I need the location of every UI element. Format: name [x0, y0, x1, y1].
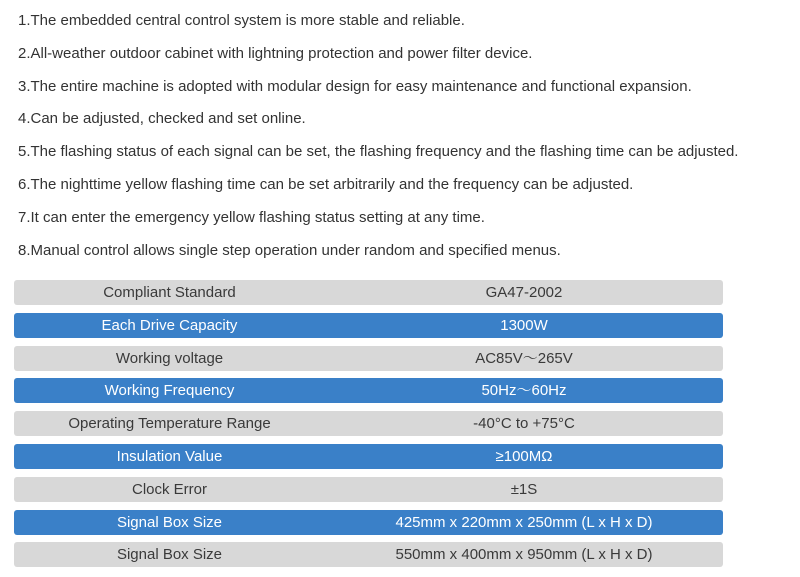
spec-row-working-voltage: [14, 346, 723, 371]
spec-row-temperature-range: [14, 411, 723, 436]
spec-row-drive-capacity: [14, 313, 723, 338]
spec-label: Signal Box Size: [116, 546, 223, 564]
spec-label: Signal Box Size: [116, 513, 223, 531]
spec-label: Compliant Standard: [103, 284, 236, 301]
feature-item-7: 7.It can enter the emergency yellow flashing status setting at any time.: [18, 208, 485, 226]
spec-row-signal-box-size-small: [14, 510, 723, 535]
spec-value: 1300W: [500, 316, 548, 334]
feature-item-3: 3.The entire machine is adopted with modular design for easy maintenance and functional expansion.: [18, 77, 692, 95]
spec-label: Insulation Value: [116, 447, 223, 465]
spec-value: 550mm x 400mm x 950mm (L x H x D): [395, 546, 653, 564]
spec-value: AC85V～265V: [475, 349, 573, 367]
feature-item-1: 1.The embedded central control system is more stable and reliable.: [18, 12, 465, 29]
feature-item-2: 2.All-weather outdoor cabinet with lightning protection and power filter device.: [18, 44, 533, 62]
spec-table: [14, 280, 723, 575]
spec-label: Operating Temperature Range: [68, 415, 271, 433]
spec-label: Working voltage: [115, 349, 224, 367]
spec-row-clock-error: [14, 477, 723, 502]
spec-label: Each Drive Capacity: [101, 316, 238, 334]
spec-row-working-frequency: [14, 378, 723, 403]
spec-row-insulation-value: [14, 444, 723, 469]
feature-item-8: 8.Manual control allows single step operation under random and specified menus.: [18, 241, 561, 259]
spec-value: ±1S: [510, 480, 538, 498]
spec-value: 425mm x 220mm x 250mm (L x H x D): [395, 513, 653, 531]
feature-item-4: 4.Can be adjusted, checked and set online.: [18, 110, 306, 128]
feature-item-6: 6.The nighttime yellow flashing time can be set arbitrarily and the frequency can be adjusted.: [18, 175, 634, 193]
spec-row-compliant-standard: [14, 280, 723, 305]
spec-label: Clock Error: [131, 480, 207, 498]
spec-value: 50Hz～60Hz: [481, 382, 567, 400]
feature-list: [18, 8, 738, 270]
feature-item-5: 5.The flashing status of each signal can be set, the flashing frequency and the flashing time can be adjusted.: [18, 143, 739, 161]
spec-value: ≥100MΩ: [495, 447, 553, 465]
spec-row-signal-box-size-large: [14, 542, 723, 567]
spec-label: Working Frequency: [104, 382, 235, 400]
spec-value: GA47-2002: [485, 284, 563, 301]
spec-value: -40°C to +75°C: [473, 415, 575, 433]
